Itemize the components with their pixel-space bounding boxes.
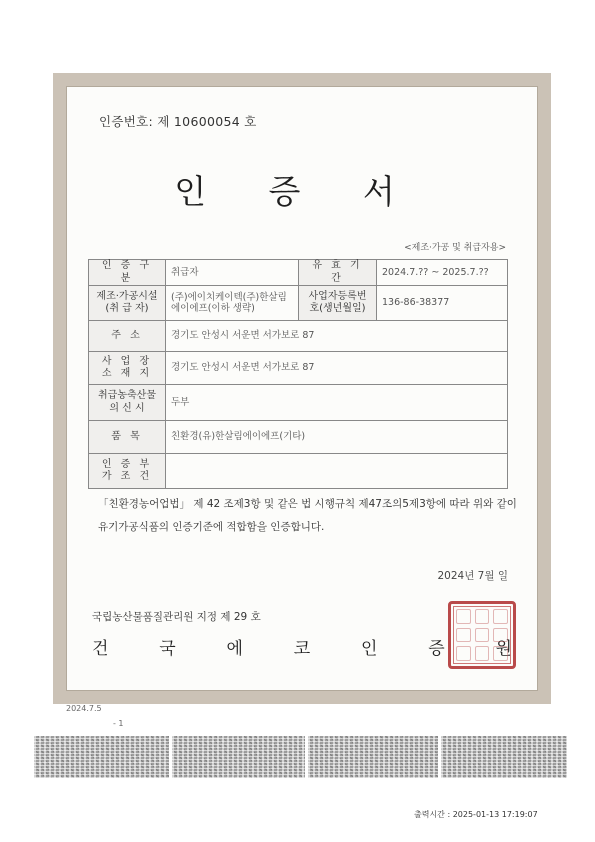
certificate-number: 인증번호: 제 10600054 호 — [99, 114, 257, 129]
row-label: 인 증 부 가 조 건 — [89, 454, 166, 489]
row-label: 주 소 — [89, 321, 166, 352]
page-number: - 1 — [113, 719, 124, 728]
row-value: 두부 — [166, 385, 508, 421]
seal-pattern — [453, 606, 511, 664]
table-row — [89, 385, 508, 421]
row-value: 경기도 안성시 서운면 서가보로 87 — [166, 321, 508, 352]
table-row — [89, 321, 508, 352]
table-row — [89, 260, 508, 286]
row-label: 품 목 — [89, 421, 166, 454]
certificate-title: 인 증 서 — [174, 172, 421, 211]
table-row — [89, 352, 508, 385]
table-row — [89, 421, 508, 454]
row-label: 인 증 구 분 — [89, 260, 166, 286]
row-value: 취급자 — [166, 260, 299, 286]
redacted-block — [172, 736, 305, 778]
row-value — [166, 454, 508, 489]
row-value: 2024.7.?? ~ 2025.7.?? — [377, 260, 508, 286]
official-seal — [448, 601, 516, 669]
row-value: (주)에이치케이텍(주)한살림에이에프(이하 생략) — [166, 286, 299, 321]
row-label: 사 업 장 소 재 지 — [89, 352, 166, 385]
issuer-name-char: 에 — [226, 639, 243, 659]
row-label: 유 효 기 간 — [299, 260, 377, 286]
redacted-block — [441, 736, 567, 778]
redacted-block — [34, 736, 169, 778]
table-row — [89, 454, 508, 489]
stamp-date: 2024.7.5 — [66, 704, 102, 713]
issuer-name-char: 원 — [495, 639, 512, 659]
row-value: 경기도 안성시 서운면 서가보로 87 — [166, 352, 508, 385]
issuer-name-char: 국 — [159, 639, 176, 659]
print-timestamp: 출력시간 : 2025-01-13 17:19:07 — [414, 810, 538, 819]
certificate-info-table — [88, 259, 508, 489]
issue-date: 2024년 7월 일 — [437, 570, 508, 582]
statement-line: 유기가공식품의 인증기준에 적합함을 인증합니다. — [98, 521, 325, 533]
issuer-name-char: 건 — [92, 639, 109, 659]
issuer-name-char: 인 — [361, 639, 378, 659]
issuer-designation: 국립농산물품질관리원 지정 제 29 호 — [92, 611, 261, 623]
certificate-subtitle: <제조·가공 및 취급자용> — [404, 243, 506, 253]
issuer-name-char: 증 — [428, 639, 445, 659]
row-value: 136-86-38377 — [377, 286, 508, 321]
row-label: 제조·가공시설 (취 급 자) — [89, 286, 166, 321]
certification-statement — [98, 493, 518, 539]
issuer-name-char: 코 — [293, 639, 311, 659]
row-label: 사업자등록번호(생년월일) — [299, 286, 377, 321]
row-label: 취급농축산물 의 신 시 — [89, 385, 166, 421]
statement-line: 「친환경농어업법」 제 42 조제3항 및 같은 법 시행규칙 제47조의5제3항에 따라 위와 같이 — [98, 498, 517, 510]
redacted-block — [308, 736, 438, 778]
row-value: 친환경(유)한살림에이에프(기타) — [166, 421, 508, 454]
table-row — [89, 286, 508, 321]
